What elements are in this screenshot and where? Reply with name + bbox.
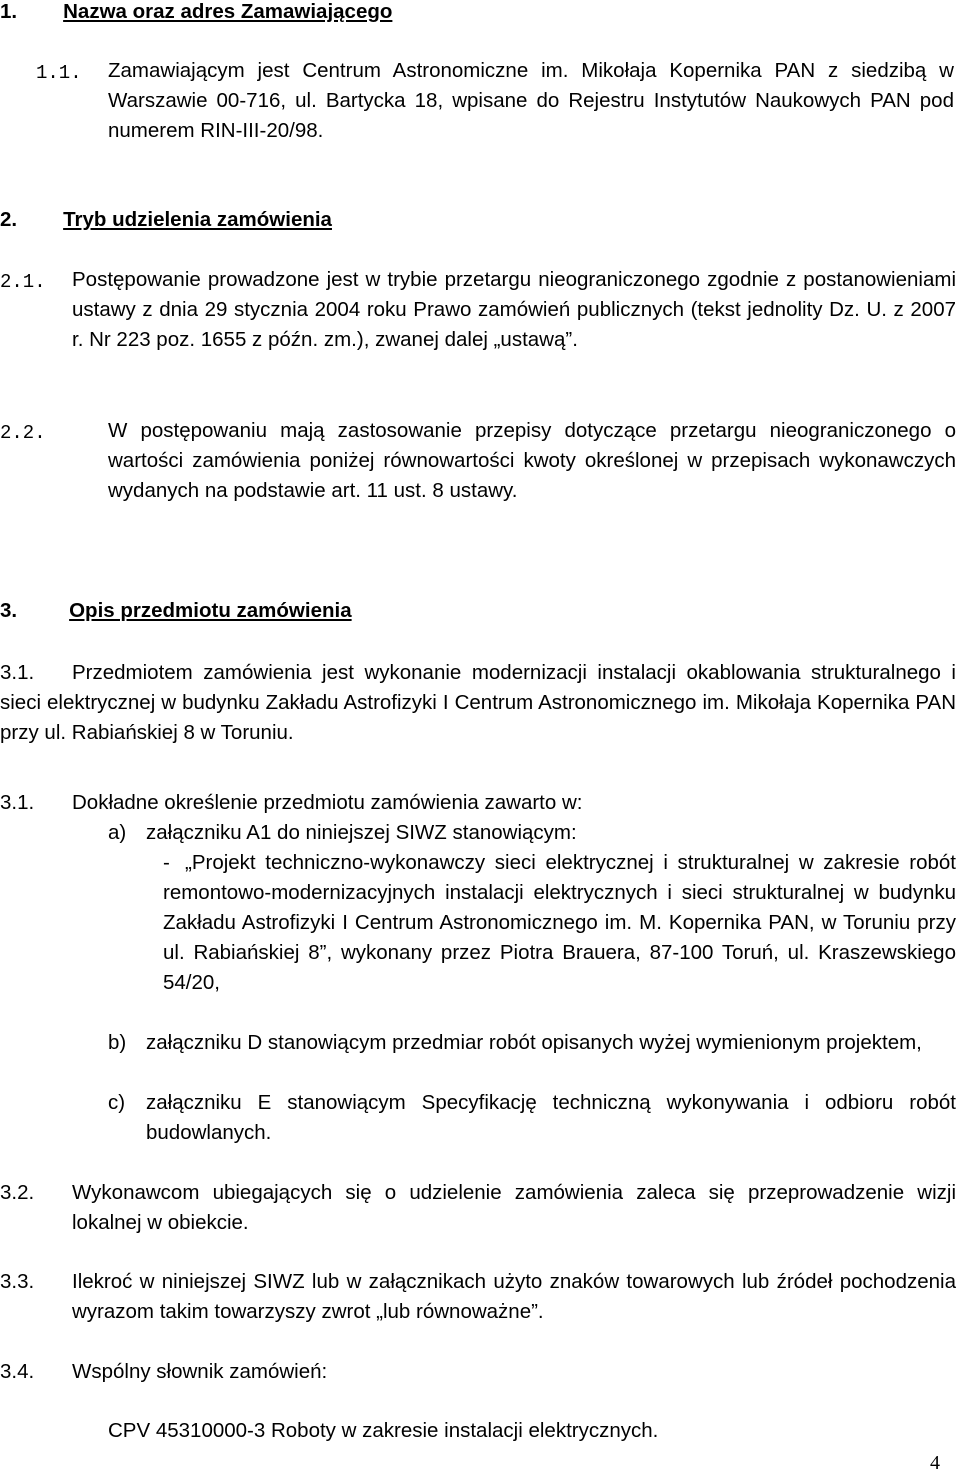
paragraph-3-4-number: 3.4. xyxy=(0,1360,35,1383)
page-number: 4 xyxy=(930,1452,940,1474)
section-2-title: Tryb udzielenia zamówienia xyxy=(63,208,332,231)
list-item-a-marker: a) xyxy=(108,821,127,844)
cpv-code-line: CPV 45310000-3 Roboty w zakresie instalacji elektrycznych. xyxy=(108,1419,659,1442)
paragraph-3-1b-number: 3.1. xyxy=(0,791,35,814)
section-2-number: 2. xyxy=(0,208,18,231)
paragraph-2-1-number: 2.1. xyxy=(0,271,46,293)
paragraph-3-1b: Dokładne określenie przedmiotu zamówienia zawarto w: xyxy=(72,791,583,814)
paragraph-3-1a: Przedmiotem zamówienia jest wykonanie modernizacji instalacji okablowania strukturalnego i sieci elektrycznej w budynku Zakładu Astrofizyki I Centrum Astronomicznego im. Mikołaja Kopernika PAN przy ul. Rabiańskiej 8 w Toruniu. xyxy=(0,661,956,744)
section-3-number: 3. xyxy=(0,599,18,622)
section-1-title: Nazwa oraz adres Zamawiającego xyxy=(63,0,393,23)
paragraph-1-1: Zamawiającym jest Centrum Astronomiczne im. Mikołaja Kopernika PAN z siedzibą w Warszawie 00-716, ul. Bartycka 18, wpisane do Rejestru Instytutów Naukowych PAN pod numerem RIN-III-20/98. xyxy=(108,59,954,142)
section-1-number: 1. xyxy=(0,0,18,23)
paragraph-3-1a-number: 3.1. xyxy=(0,661,35,684)
paragraph-2-2: W postępowaniu mają zastosowanie przepisy dotyczące przetargu nieograniczonego o wartości zamówienia poniżej równowartości kwoty określonej w przepisach wykonawczych wydanych na podstawie art. 11 ust. 8 ustawy. xyxy=(108,419,956,502)
list-item-c-marker: c) xyxy=(108,1091,126,1114)
paragraph-3-2-number: 3.2. xyxy=(0,1181,35,1204)
paragraph-3-3-number: 3.3. xyxy=(0,1270,35,1293)
list-subitem-project: „Projekt techniczno-wykonawczy sieci elektrycznej i strukturalnej w zakresie robót remontowo-modernizacyjnych instalacji elektrycznych i sieci strukturalnej w budynku Zakładu Astrofizyki I Centrum Astronomicznego im. M. Kopernika PAN, w Toruniu przy ul. Rabiańskiej 8”, wykonany przez Piotra Brauera, 87-100 Toruń, ul. Kraszewskiego 54/20, xyxy=(163,851,956,994)
paragraph-3-2: Wykonawcom ubiegających się o udzielenie zamówienia zaleca się przeprowadzenie wizji lokalnej w obiekcie. xyxy=(72,1181,956,1234)
paragraph-2-2-number: 2.2. xyxy=(0,422,46,444)
section-2-heading xyxy=(0,205,332,235)
paragraph-1-1-number: 1.1. xyxy=(36,62,82,84)
section-3-title: Opis przedmiotu zamówienia xyxy=(69,599,352,622)
list-item-b-marker: b) xyxy=(108,1031,127,1054)
list-item-a: załączniku A1 do niniejszej SIWZ stanowiącym: xyxy=(146,821,577,844)
list-item-c: załączniku E stanowiącym Specyfikację techniczną wykonywania i odbioru robót budowlanych. xyxy=(146,1091,956,1144)
paragraph-3-3: Ilekroć w niniejszej SIWZ lub w załącznikach użyto znaków towarowych lub źródeł pochodzenia wyrazom takim towarzyszy zwrot „lub równoważne”. xyxy=(72,1270,956,1323)
list-subitem-dash-marker: - xyxy=(163,851,170,874)
section-1-heading xyxy=(0,0,392,27)
paragraph-2-1: Postępowanie prowadzone jest w trybie przetargu nieograniczonego zgodnie z postanowieniami ustawy z dnia 29 stycznia 2004 roku Prawo zamówień publicznych (tekst jednolity Dz. U. z 2007 r. Nr 223 poz. 1655 z późn. zm.), zwanej dalej „ustawą”. xyxy=(72,268,956,351)
paragraph-3-4: Wspólny słownik zamówień: xyxy=(72,1360,328,1383)
list-item-b: załączniku D stanowiącym przedmiar robót opisanych wyżej wymienionym projektem, xyxy=(146,1031,922,1054)
section-3-heading xyxy=(0,596,352,626)
